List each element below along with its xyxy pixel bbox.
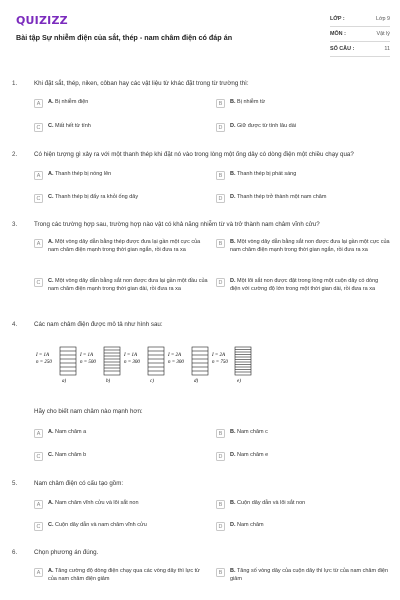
answer-option[interactable] (34, 194, 204, 203)
option-text (230, 568, 390, 584)
question-text: Chọn phương án đúng. (34, 549, 99, 556)
question-subtext: Hãy cho biết nam châm nào mạnh hơn: (34, 408, 143, 415)
answer-option[interactable] (216, 239, 390, 255)
option-letter: A (34, 239, 43, 248)
meta-table (330, 12, 390, 57)
option-label: Cuộn dây dẫn và nam châm vĩnh cửu (55, 522, 147, 528)
meta-row-grade (330, 12, 390, 27)
answer-option[interactable] (216, 99, 386, 108)
figure-label: e) (237, 379, 241, 383)
question-number: 4. (12, 321, 18, 328)
option-key: B. (230, 239, 236, 245)
answer-option[interactable] (216, 278, 390, 294)
option-key: B. (230, 171, 236, 177)
option-letter: C (34, 452, 43, 461)
option-key: B. (230, 99, 236, 105)
option-text (230, 99, 265, 107)
current-label: I = 2A (212, 353, 226, 358)
option-text (48, 194, 138, 202)
option-text (48, 123, 91, 131)
question-text: Có hiện tượng gì xảy ra với một thanh thép khi đặt nó vào trong lòng một ống dây có dòng điện một chiều chạy qua? (34, 151, 354, 158)
answer-option[interactable] (216, 452, 386, 461)
option-label: Thanh thép bị phát sáng (236, 171, 297, 177)
option-key: D. (230, 452, 236, 458)
option-label: Một lõi sắt non được đặt trong lòng một cuộn dây có dòng điện với cường độ lớn trong một thời gian dài, rồi đưa ra xa (230, 278, 379, 292)
option-letter: A (34, 429, 43, 438)
option-text (230, 278, 390, 294)
answer-option[interactable] (216, 429, 386, 438)
current-label: I = 1A (124, 353, 138, 358)
option-text (230, 500, 305, 508)
option-key: C. (48, 194, 54, 200)
option-label: Giữ được từ tính lâu dài (237, 123, 297, 129)
answer-option[interactable] (216, 522, 386, 531)
option-label: Nam châm c (237, 429, 268, 435)
option-letter: B (216, 99, 225, 108)
question-text: Nam châm điện có cấu tạo gồm: (34, 480, 124, 487)
option-text (48, 452, 86, 460)
question-number: 5. (12, 480, 18, 487)
option-letter: D (216, 452, 225, 461)
electromagnet-figure (34, 343, 254, 383)
turns-label: n = 500 (80, 360, 96, 365)
option-key: C. (48, 123, 54, 129)
answer-option[interactable] (216, 171, 386, 180)
option-key: D. (230, 522, 236, 528)
meta-row-count (330, 42, 390, 57)
meta-value: Lớp 9 (375, 16, 390, 22)
option-letter: D (216, 522, 225, 531)
electromagnet-b (79, 347, 120, 383)
option-label: Bị nhiễm từ (237, 99, 266, 105)
option-letter: B (216, 568, 225, 577)
answer-option[interactable] (34, 239, 208, 255)
option-letter: A (34, 500, 43, 509)
option-key: A. (48, 239, 54, 245)
turns-label: n = 300 (168, 360, 184, 365)
figure-label: a) (62, 379, 67, 383)
option-key: A. (48, 429, 54, 435)
option-letter: C (34, 194, 43, 203)
answer-option[interactable] (34, 429, 204, 438)
option-label: Cuộn dây dẫn và lõi sắt non (237, 500, 306, 506)
question-text: Các nam châm điện được mô tả như hình sau: (34, 321, 163, 328)
answer-option[interactable] (216, 568, 390, 584)
option-key: A. (48, 500, 54, 506)
option-key: A. (48, 171, 54, 177)
current-label: I = 1A (36, 353, 50, 358)
option-key: B. (230, 500, 236, 506)
option-key: B. (230, 568, 236, 574)
current-label: I = 1A (80, 353, 94, 358)
option-letter: B (216, 500, 225, 509)
answer-option[interactable] (34, 123, 204, 132)
answer-option[interactable] (34, 568, 208, 584)
electromagnet-e (211, 347, 251, 383)
option-text (48, 522, 147, 530)
question-number: 2. (12, 151, 18, 158)
answer-option[interactable] (34, 99, 204, 108)
option-key: D. (230, 194, 236, 200)
option-letter: B (216, 239, 225, 248)
option-text (230, 123, 296, 131)
option-letter: A (34, 171, 43, 180)
question-text: Trong các trường hợp sau, trường hợp nào vật có khả năng nhiễm từ và trở thành nam châm vĩnh cửu? (34, 221, 320, 228)
electromagnet-d (167, 347, 208, 383)
figure-label: c) (150, 379, 154, 383)
option-text (230, 429, 268, 437)
option-text (48, 568, 208, 584)
answer-option[interactable] (216, 500, 386, 509)
option-letter: D (216, 278, 225, 287)
option-label: Thanh thép bị đẩy ra khỏi ống dây (54, 194, 139, 200)
option-key: A. (48, 568, 54, 574)
coil-icon (235, 347, 251, 375)
option-letter: A (34, 99, 43, 108)
meta-value: 11 (384, 46, 390, 52)
option-key: C. (48, 452, 54, 458)
option-letter: B (216, 429, 225, 438)
answer-option[interactable] (216, 194, 386, 203)
question-number: 6. (12, 549, 18, 556)
option-label: Nam châm vĩnh cửu và lõi sắt non (55, 500, 139, 506)
option-label: Tăng cường độ dòng điện chạy qua các vòng dây thì lực từ của nam châm điện giảm (48, 568, 200, 582)
option-key: D. (230, 278, 236, 284)
option-letter: C (34, 522, 43, 531)
answer-option[interactable] (34, 278, 208, 294)
option-letter: A (34, 568, 43, 577)
option-key: B. (230, 429, 236, 435)
option-label: Nam châm a (55, 429, 87, 435)
option-text (48, 171, 111, 179)
option-text (48, 500, 139, 508)
option-letter: D (216, 194, 225, 203)
meta-row-subject (330, 27, 390, 42)
option-letter: C (34, 278, 43, 287)
figure-label: d) (194, 379, 199, 383)
option-text (230, 171, 296, 179)
option-text (230, 522, 264, 530)
option-label: Thanh thép trở thành một nam châm (236, 194, 327, 200)
option-label: Tăng số vòng dây của cuộn dây thì lực từ của nam châm điện giảm (230, 568, 388, 582)
option-label: Nam châm e (237, 452, 269, 458)
question-number: 3. (12, 221, 18, 228)
option-key: A. (48, 99, 54, 105)
option-label: Mất hết từ tính (55, 123, 91, 129)
option-letter: D (216, 123, 225, 132)
question-text: Khi đặt sắt, thép, niken, côban hay các vật liệu từ khác đặt trong từ trường thì: (34, 80, 249, 87)
electromagnet-a (35, 347, 76, 383)
option-key: C. (48, 522, 54, 528)
turns-label: n = 250 (36, 360, 52, 365)
figure-label: b) (106, 379, 111, 383)
meta-value: Vật lý (376, 31, 390, 37)
meta-key: SỐ CÂU : (330, 46, 355, 52)
answer-option[interactable] (34, 500, 204, 509)
option-text (230, 452, 268, 460)
answer-option[interactable] (216, 123, 386, 132)
option-text (48, 99, 88, 107)
coil-icon (60, 347, 76, 375)
current-label: I = 2A (168, 353, 182, 358)
option-label: Thanh thép bị nóng lên (54, 171, 112, 177)
electromagnet-c (123, 347, 164, 383)
meta-key: LỚP : (330, 16, 345, 22)
quizizz-logo: QUIZIZZ (16, 14, 68, 27)
turns-label: n = 300 (124, 360, 140, 365)
option-letter: B (216, 171, 225, 180)
coil-icon (192, 347, 208, 375)
option-letter: C (34, 123, 43, 132)
option-key: D. (230, 123, 236, 129)
document-title: Bài tập Sự nhiễm điện của sắt, thép - nam châm điện có đáp án (16, 33, 233, 42)
option-label: Nam châm b (55, 452, 87, 458)
coil-icon (104, 347, 120, 375)
option-text (48, 278, 208, 294)
meta-key: MÔN : (330, 31, 346, 37)
question-number: 1. (12, 80, 18, 87)
option-label: Một vòng dây dẫn bằng sắt non được đưa lại gần một cực của nam châm điện mạnh trong thời gian ngắn, rồi đưa ra xa (230, 239, 390, 253)
turns-label: n = 750 (212, 360, 228, 365)
answer-option[interactable] (34, 452, 204, 461)
option-text (230, 239, 390, 255)
option-label: Một vòng dây dẫn bằng thép được đưa lại gần một cực của nam châm điện mạnh trong thời gian ngắn, rồi đưa ra xa (48, 239, 201, 253)
coil-icon (148, 347, 164, 375)
answer-option[interactable] (34, 522, 204, 531)
option-key: C. (48, 278, 54, 284)
worksheet-header (0, 0, 400, 70)
option-label: Một vòng dây dẫn bằng sắt non được đưa lại gần một đầu của nam châm điện mạnh trong thời gian dài, rồi đưa ra xa (48, 278, 208, 292)
answer-option[interactable] (34, 171, 204, 180)
option-label: Nam châm (237, 522, 264, 528)
option-text (230, 194, 326, 202)
option-text (48, 429, 86, 437)
option-text (48, 239, 208, 255)
option-label: Bị nhiễm điện (55, 99, 89, 105)
